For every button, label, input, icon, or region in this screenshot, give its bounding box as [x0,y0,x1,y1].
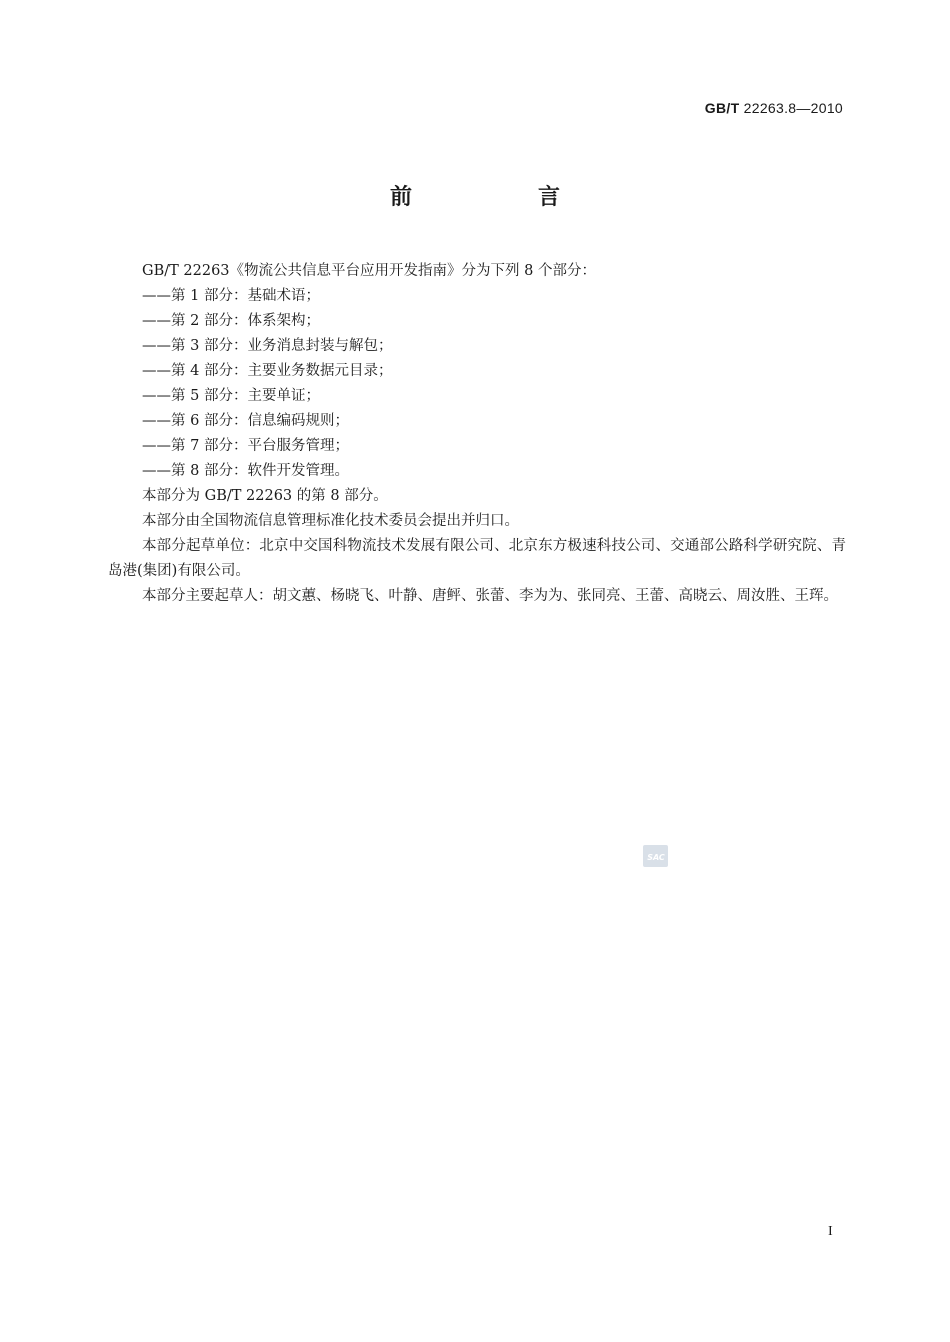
part-list-item: ——第 6 部分：信息编码规则； [142,413,349,429]
foreword-body [108,259,846,609]
page-title: 前 言 [389,185,612,210]
proposed-by-paragraph: 本部分由全国物流信息管理标准化技术委员会提出并归口。 [142,513,519,529]
part-list-item: ——第 8 部分：软件开发管理。 [142,463,349,479]
part-list-item: ——第 4 部分：主要业务数据元目录； [142,363,393,379]
part-list-item: ——第 3 部分：业务消息封装与解包； [142,338,393,354]
part-list-item: ——第 1 部分：基础术语； [142,288,320,304]
drafting-units-paragraph: 本部分起草单位：北京中交国科物流技术发展有限公司、北京东方极速科技公司、交通部公路科学研究院、青岛港(集团)有限公司。 [108,538,846,579]
svg-text:SAC: SAC [646,853,665,862]
standard-prefix: GB/T [704,100,740,116]
page-number: I [828,1224,833,1239]
intro-paragraph: GB/T 22263《物流公共信息平台应用开发指南》分为下列 8 个部分： [142,263,596,279]
sac-watermark-logo [643,845,668,867]
part-statement-paragraph: 本部分为 GB/T 22263 的第 8 部分。 [142,488,388,504]
part-list-item: ——第 7 部分：平台服务管理； [142,438,349,454]
standard-code: 22263.8—2010 [743,100,843,116]
standard-number [705,100,843,116]
part-list-item: ——第 5 部分：主要单证； [142,388,320,404]
drafters-paragraph: 本部分主要起草人：胡文蕙、杨晓飞、叶静、唐鲆、张蕾、李为为、张同亮、王蕾、高晓云、周汝胜、王珲。 [142,588,838,604]
part-list-item: ——第 2 部分：体系架构； [142,313,320,329]
sac-logo-icon [645,849,667,863]
